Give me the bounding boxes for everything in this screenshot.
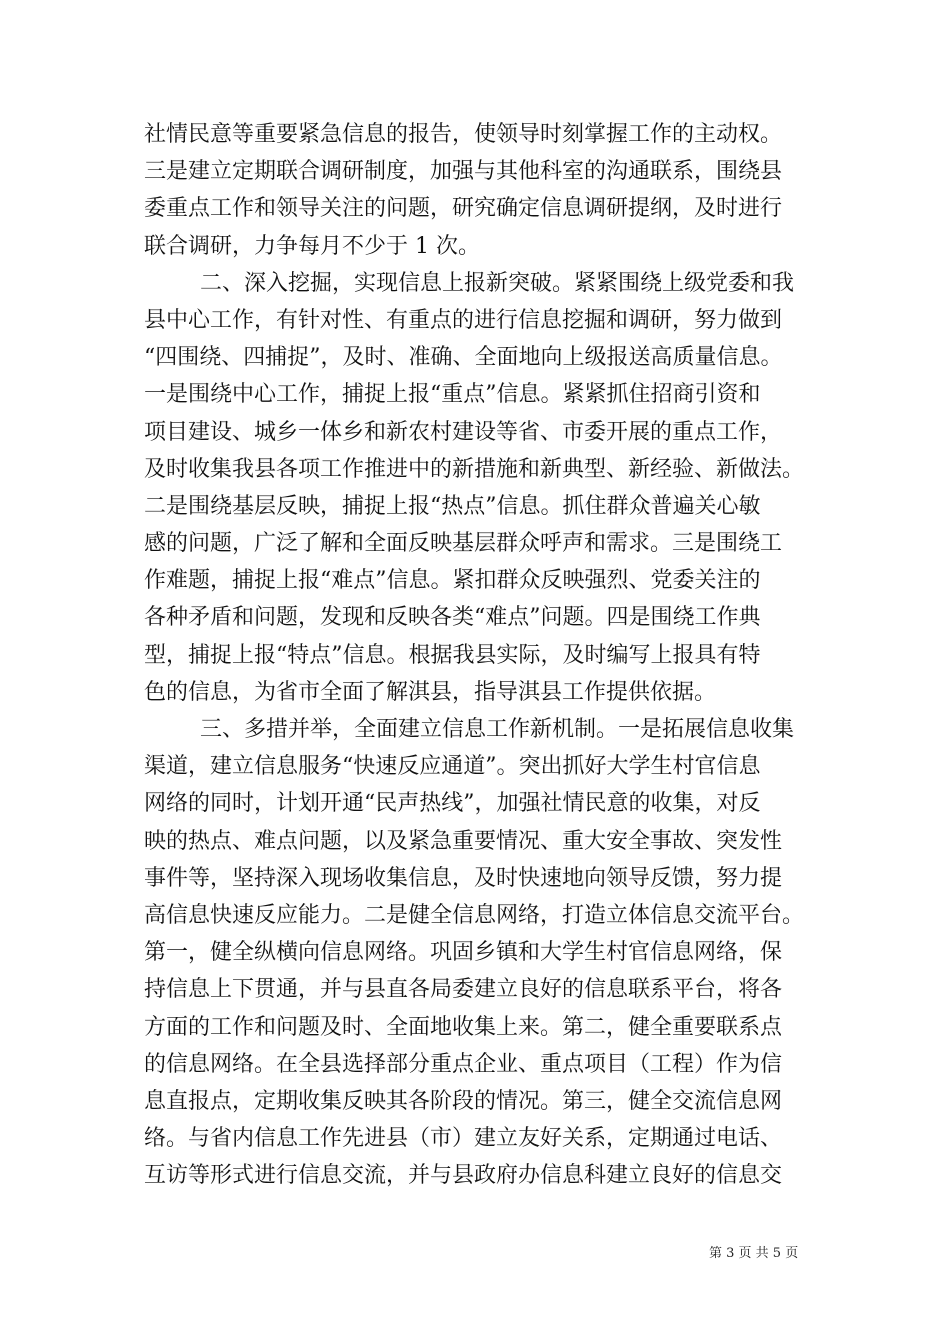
text-line: 二是围绕基层反映，捕捉上报“热点”信息。抓住群众普遍关心敏	[144, 493, 761, 519]
text-line: 渠道，建立信息服务“快速反应通道”。突出抓好大学生村官信息	[144, 754, 761, 780]
text-line: 络。与省内信息工作先进县（市）建立友好关系，定期通过电话、	[144, 1126, 783, 1152]
text-line: 二、深入挖掘，实现信息上报新突破。紧紧围绕上级党委和我	[200, 270, 795, 296]
text-line: 映的热点、难点问题，以及紧急重要情况、重大安全事故、突发性	[144, 828, 783, 854]
text-line: 作难题，捕捉上报“难点”信息。紧扣群众反映强烈、党委关注的	[144, 568, 761, 594]
text-line: 色的信息，为省市全面了解淇县，指导淇县工作提供依据。	[144, 679, 717, 705]
text-line: 感的问题，广泛了解和全面反映基层群众呼声和需求。三是围绕工	[144, 531, 783, 557]
text-line: 持信息上下贯通，并与县直各局委建立良好的信息联系平台，将各	[144, 977, 783, 1003]
body-text	[144, 116, 808, 1194]
text-line: 网络的同时，计划开通“民声热线”，加强社情民意的收集，对反	[144, 791, 761, 817]
text-line: “四围绕、四捕捉”，及时、准确、全面地向上级报送高质量信息。	[144, 345, 783, 371]
text-line: 的信息网络。在全县选择部分重点企业、重点项目（工程）作为信	[144, 1051, 783, 1077]
text-line: 各种矛盾和问题，发现和反映各类“难点”问题。四是围绕工作典	[144, 605, 761, 631]
text-line: 社情民意等重要紧急信息的报告，使领导时刻掌握工作的主动权。	[144, 122, 783, 147]
text-line: 互访等形式进行信息交流，并与县政府办信息科建立良好的信息交	[144, 1163, 783, 1189]
text-line: 县中心工作，有针对性、有重点的进行信息挖掘和调研，努力做到	[144, 307, 783, 333]
text-line: 三、多措并举，全面建立信息工作新机制。一是拓展信息收集	[200, 717, 795, 742]
text-line: 委重点工作和领导关注的问题，研究确定信息调研提纲，及时进行	[144, 196, 783, 222]
text-line: 三是建立定期联合调研制度，加强与其他科室的沟通联系，围绕县	[144, 159, 783, 185]
page-number: 第 3 页 共 5 页	[709, 1246, 799, 1261]
text-line: 息直报点，定期收集反映其各阶段的情况。第三，健全交流信息网	[144, 1088, 783, 1114]
text-line: 方面的工作和问题及时、全面地收集上来。第二，健全重要联系点	[144, 1014, 783, 1040]
text-line: 一是围绕中心工作，捕捉上报“重点”信息。紧紧抓住招商引资和	[144, 382, 761, 408]
text-line: 事件等，坚持深入现场收集信息，及时快速地向领导反馈，努力提	[144, 865, 783, 891]
text-line: 型，捕捉上报“特点”信息。根据我县实际，及时编写上报具有特	[144, 642, 761, 668]
text-line: 及时收集我县各项工作推进中的新措施和新典型、新经验、新做法。	[144, 456, 805, 482]
text-line: 高信息快速反应能力。二是健全信息网络，打造立体信息交流平台。	[144, 902, 805, 928]
text-line: 第一，健全纵横向信息网络。巩固乡镇和大学生村官信息网络，保	[144, 940, 783, 966]
text-line: 联合调研，力争每月不少于 1 次。	[144, 233, 480, 259]
text-line: 项目建设、城乡一体乡和新农村建设等省、市委开展的重点工作，	[144, 419, 783, 445]
